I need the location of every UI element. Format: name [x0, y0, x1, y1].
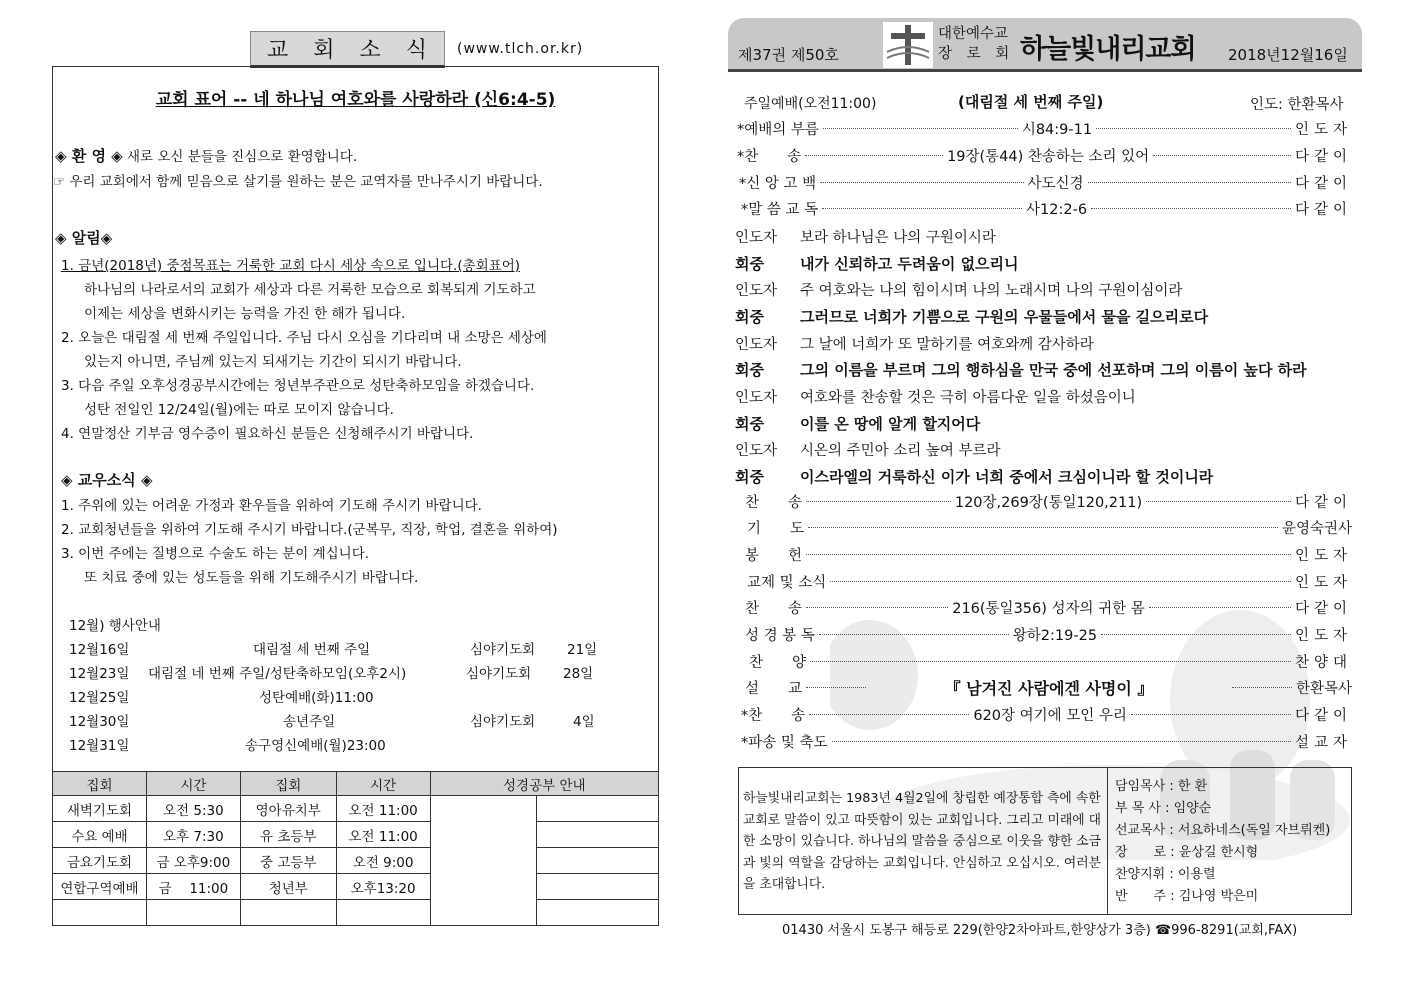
order-item [735, 622, 1352, 646]
reading-text: 이를 온 땅에 알게 할지어다 [800, 415, 981, 433]
order-label: *예배의 부름 [737, 121, 819, 138]
reading-text: 보라 하나님은 나의 구원이시라 [800, 230, 996, 246]
welcome-text: 새로 오신 분들을 진심으로 환영합니다. [122, 149, 358, 165]
order-person: 다같이 [1294, 148, 1353, 165]
prayer-item: 또 치료 중에 있는 성도들을 위해 기도해주시기 바랍니다. [84, 570, 419, 586]
order-content: 사12:2-6 [1026, 201, 1088, 218]
event-date: 12월31일 [69, 738, 130, 754]
reader-role: 인도자 [735, 390, 778, 406]
reader-role: 인도자 [735, 443, 778, 459]
reader-role: 회중 [735, 361, 764, 379]
table-cell: 금 오후9:00 [146, 848, 240, 874]
reading-text: 이스라엘의 거룩하신 이가 너희 중에서 크심이니라 할 것이니라 [800, 468, 1214, 486]
responsive-line [735, 413, 980, 434]
order-label: *찬 송 [741, 707, 806, 724]
event-name: 송구영신예배(월)23:00 [245, 738, 386, 754]
order-label: *신 앙 고 백 [739, 175, 817, 192]
table-cell: 오전 11:00 [336, 796, 430, 822]
order-content: 왕하2:19-25 [1012, 627, 1098, 644]
reader-role: 회중 [735, 255, 764, 273]
responsive-line [735, 279, 1182, 300]
table-cell: 금 11:00 [146, 874, 240, 900]
table-header: 집회 [53, 772, 147, 796]
order-item [735, 116, 1352, 140]
event-num: 21일 [567, 642, 598, 658]
left-header [250, 32, 583, 66]
order-person: 다같이 [1294, 201, 1353, 218]
order-content: 19장(통44) 찬송하는 소리 있어 [947, 148, 1150, 165]
order-person: 다같이 [1294, 707, 1353, 724]
order-person: 한환목사 [1295, 680, 1352, 697]
service-leader: 인도: 한환목사 [1250, 97, 1344, 113]
table-cell: 오전 5:30 [146, 796, 240, 822]
table-cell: 중 고등부 [240, 848, 336, 874]
staff-item: 선교목사 : 서요하네스(독일 자브뤼켄) [1115, 823, 1331, 838]
order-label: 기 도 [747, 520, 805, 537]
order-person: 인도자 [1294, 547, 1352, 564]
welcome-note: ☞ 우리 교회에서 함께 믿음으로 살기를 원하는 분은 교역자를 만나주시기 바랍니다. [53, 174, 543, 190]
order-person: 다같이 [1294, 494, 1352, 511]
notice-item: 있는지 아니면, 주님께 있는지 되새기는 기간이 되시기 바랍니다. [84, 354, 462, 370]
reading-text: 주 여호와는 나의 힘이시며 나의 노래시며 나의 구원이심이라 [800, 283, 1183, 299]
table-cell: 영아유치부 [240, 796, 336, 822]
event-name: 성탄예배(화)11:00 [259, 690, 374, 706]
responsive-line [735, 306, 1208, 327]
church-news-box [52, 66, 659, 926]
bible-study-cell [537, 900, 659, 926]
service-time: 주일예배(오전11:00) [744, 96, 877, 112]
event-extra: 심야기도회 [470, 714, 536, 730]
reader-role: 회중 [735, 415, 764, 433]
responsive-line [735, 333, 1094, 354]
order-person: 인도자 [1294, 574, 1352, 591]
notice-item: 3. 다음 주일 오후성경공부시간에는 청년부주관으로 성탄축하모임을 하겠습니다. [61, 378, 535, 394]
table-cell: 오전 11:00 [336, 822, 430, 848]
reading-text: 그 날에 너희가 또 말하기를 여호와께 감사하라 [800, 337, 1094, 353]
notice-heading: ◈ 알림◈ [55, 229, 113, 247]
prayer-heading: ◈ 교우소식 ◈ [61, 471, 153, 489]
staff-item: 담임목사 : 한 환 [1115, 779, 1208, 794]
order-item [735, 196, 1352, 220]
order-item [735, 515, 1352, 539]
event-num: 4일 [573, 714, 595, 730]
event-date: 12월16일 [69, 642, 130, 658]
table-cell: 청년부 [240, 874, 336, 900]
bible-study-cell [537, 874, 659, 900]
table-cell [53, 900, 147, 926]
responsive-line [735, 253, 1019, 274]
prayer-item: 3. 이번 주에는 질병으로 수술도 하는 분이 계십니다. [61, 546, 370, 562]
table-row [53, 848, 659, 874]
reader-role: 인도자 [735, 283, 778, 299]
responsive-line [735, 466, 1213, 487]
event-date: 12월30일 [69, 714, 130, 730]
volume-number: 제37권 제50호 [738, 46, 839, 64]
order-content: 216(통일356) 성자의 귀한 몸 [952, 600, 1145, 617]
table-header: 시간 [336, 772, 430, 796]
responsive-line [735, 439, 1001, 460]
events-heading: 12월) 행사안내 [69, 618, 161, 634]
order-item [735, 542, 1352, 566]
table-cell: 오후13:20 [336, 874, 430, 900]
responsive-line [735, 226, 996, 247]
church-info-box [738, 767, 1352, 915]
church-logo-icon [883, 22, 933, 68]
reading-text: 시온의 주민아 소리 높여 부르라 [800, 443, 1001, 459]
church-introduction: 하늘빛내리교회는 1983년 4월2일에 창립한 예장통합 측에 속한 교회로 말씀이 있고 따뜻함이 있는 교회입니다. 그리고 미래에 대한 소망이 있습니다. 하나님의 말씀을 중심으로 이웃을 향한 소금과 빛의 역할을 감당하는 교회입니다. 안심하고 오십시오. 여러분을 초대합니다. [743, 791, 1102, 893]
notice-item: 이제는 세상을 변화시키는 능력을 가진 한 해가 됩니다. [84, 306, 406, 322]
event-name: 대림절 네 번째 주일/성탄축하모임(오후2시) [148, 666, 407, 682]
event-extra: 심야기도회 [466, 666, 532, 682]
bible-study-cell [537, 796, 659, 822]
table-header: 집회 [240, 772, 336, 796]
worship-schedule-table [52, 771, 659, 926]
order-label: 봉 헌 [745, 547, 803, 564]
order-item [735, 143, 1352, 167]
reading-text: 여호와를 찬송할 것은 극히 아름다운 일을 하셨음이니 [800, 390, 1136, 406]
table-cell: 새벽기도회 [53, 796, 147, 822]
table-cell: 금요기도회 [53, 848, 147, 874]
staff-list [1115, 776, 1330, 908]
church-name: 하늘빛내리교회 [1020, 34, 1196, 65]
event-date: 12월25일 [69, 690, 130, 706]
event-extra: 심야기도회 [470, 642, 536, 658]
order-person: 설교자 [1294, 734, 1352, 751]
church-news-title: 교 회 소 식 [250, 31, 445, 68]
order-item [735, 170, 1352, 194]
reader-role: 인도자 [735, 230, 778, 246]
sermon-title: 『 남겨진 사람에겐 사명이 』 [944, 678, 1154, 698]
welcome-line [55, 145, 357, 166]
reader-role: 회중 [735, 308, 764, 326]
reading-text: 그러므로 너희가 기쁨으로 구원의 우물들에서 물을 길으리로다 [800, 308, 1209, 326]
event-name: 대림절 세 번째 주일 [253, 642, 371, 658]
staff-item: 반 주 : 김나영 박은미 [1115, 889, 1259, 904]
table-cell: 유 초등부 [240, 822, 336, 848]
order-label: 설 교 [745, 680, 803, 697]
order-label: 찬 양 [749, 654, 807, 671]
table-cell: 수요 예배 [53, 822, 147, 848]
bible-study-cell [537, 848, 659, 874]
event-date: 12월23일 [69, 666, 130, 682]
order-label: *찬 송 [737, 148, 802, 165]
notice-item: 4. 연말정산 기부금 영수증이 필요하신 분들은 신청해주시기 바랍니다. [61, 426, 474, 442]
order-content: 사도신경 [1027, 175, 1084, 192]
reading-text: 내가 신뢰하고 두려움이 없으리니 [800, 255, 1019, 273]
table-header-row [53, 772, 659, 796]
responsive-line [735, 359, 1307, 380]
order-person: 다같이 [1294, 600, 1353, 617]
order-item [735, 489, 1352, 513]
event-num: 28일 [563, 666, 594, 682]
church-url[interactable]: (www.tlch.or.kr) [457, 41, 584, 57]
table-cell: 오후 7:30 [146, 822, 240, 848]
order-label: 성 경 봉 독 [745, 627, 815, 644]
order-person: 윤영숙권사 [1281, 520, 1352, 537]
bible-study-cell [537, 822, 659, 848]
event-name: 송년주일 [283, 714, 336, 730]
table-cell: 연합구역예배 [53, 874, 147, 900]
order-content: 120장,269장(통일120,211) [954, 494, 1143, 511]
denomination-line: 장 로 회 [938, 46, 1015, 62]
table-cell [240, 900, 336, 926]
table-row [53, 900, 659, 926]
staff-item: 장 로 : 윤상길 한시형 [1115, 845, 1259, 860]
order-label: 찬 송 [745, 600, 803, 617]
prayer-item: 2. 교회청년들을 위하여 기도해 주시기 바랍니다.(군복무, 직장, 학업, 결혼을 위하여) [61, 522, 558, 538]
staff-item: 부 목 사 : 임양순 [1115, 801, 1212, 816]
table-cell: 오전 9:00 [336, 848, 430, 874]
table-cell [336, 900, 430, 926]
order-content: 620장 여기에 모인 우리 [973, 707, 1127, 724]
denomination-line: 대한예수교 [938, 26, 1009, 42]
order-person: 찬양대 [1294, 654, 1352, 671]
order-item [735, 649, 1352, 673]
header-divider [728, 69, 1362, 72]
notice-item: 하나님의 나라로서의 교회가 세상과 다른 거룩한 모습으로 회복되게 기도하고 [84, 282, 536, 298]
table-row [53, 796, 659, 822]
welcome-heading: ◈ 환 영 ◈ [55, 147, 123, 165]
order-label: 찬 송 [745, 494, 803, 511]
order-label: *파송 및 축도 [741, 734, 828, 751]
staff-divider [1107, 768, 1108, 914]
bible-study-cell [430, 796, 537, 926]
church-address: 01430 서울시 도봉구 해등로 229(한양2차아파트,한양상가 3층) ☎996-8291(교회,FAX) [782, 923, 1298, 938]
denomination [938, 24, 1014, 64]
responsive-line [735, 386, 1136, 407]
table-cell [146, 900, 240, 926]
order-item [735, 675, 1352, 699]
order-item [735, 595, 1352, 619]
reading-text: 그의 이름을 부르며 그의 행하심을 만국 중에 선포하며 그의 이름이 높다 하라 [800, 361, 1307, 379]
notice-item: 1. 금년(2018년) 중점목표는 거룩한 교회 다시 세상 속으로 입니다.(총회표어) [61, 258, 521, 274]
table-row [53, 822, 659, 848]
prayer-item: 1. 주위에 있는 어려운 가정과 환우들을 위하여 기도해 주시기 바랍니다. [61, 498, 482, 514]
reader-role: 인도자 [735, 337, 778, 353]
table-row [53, 874, 659, 900]
order-person: 인도자 [1294, 627, 1352, 644]
bulletin-date: 2018년12월16일 [1228, 46, 1348, 64]
service-title: (대림절 세 번째 주일) [958, 93, 1104, 111]
order-item [735, 569, 1352, 593]
order-person: 다같이 [1294, 175, 1353, 192]
order-person: 인도자 [1294, 121, 1353, 138]
order-label: *말 씀 교 독 [741, 201, 819, 218]
notice-item: 2. 오늘은 대림절 세 번째 주일입니다. 주님 다시 오심을 기다리며 내 소망은 세상에 [61, 330, 547, 346]
order-content: 시84:9-11 [1021, 121, 1093, 138]
notice-item: 성탄 전일인 12/24일(월)에는 따로 모이지 않습니다. [84, 402, 394, 418]
church-motto: 교회 표어 -- 네 하나님 여호와를 사랑하라 (신6:4-5) [155, 90, 556, 110]
order-label: 교제 및 소식 [747, 574, 827, 591]
table-header: 시간 [146, 772, 240, 796]
reader-role: 회중 [735, 468, 764, 486]
staff-item: 찬양지휘 : 이용렬 [1115, 867, 1216, 882]
table-header: 성경공부 안내 [430, 772, 658, 796]
order-item [735, 702, 1352, 726]
order-item [735, 729, 1352, 753]
